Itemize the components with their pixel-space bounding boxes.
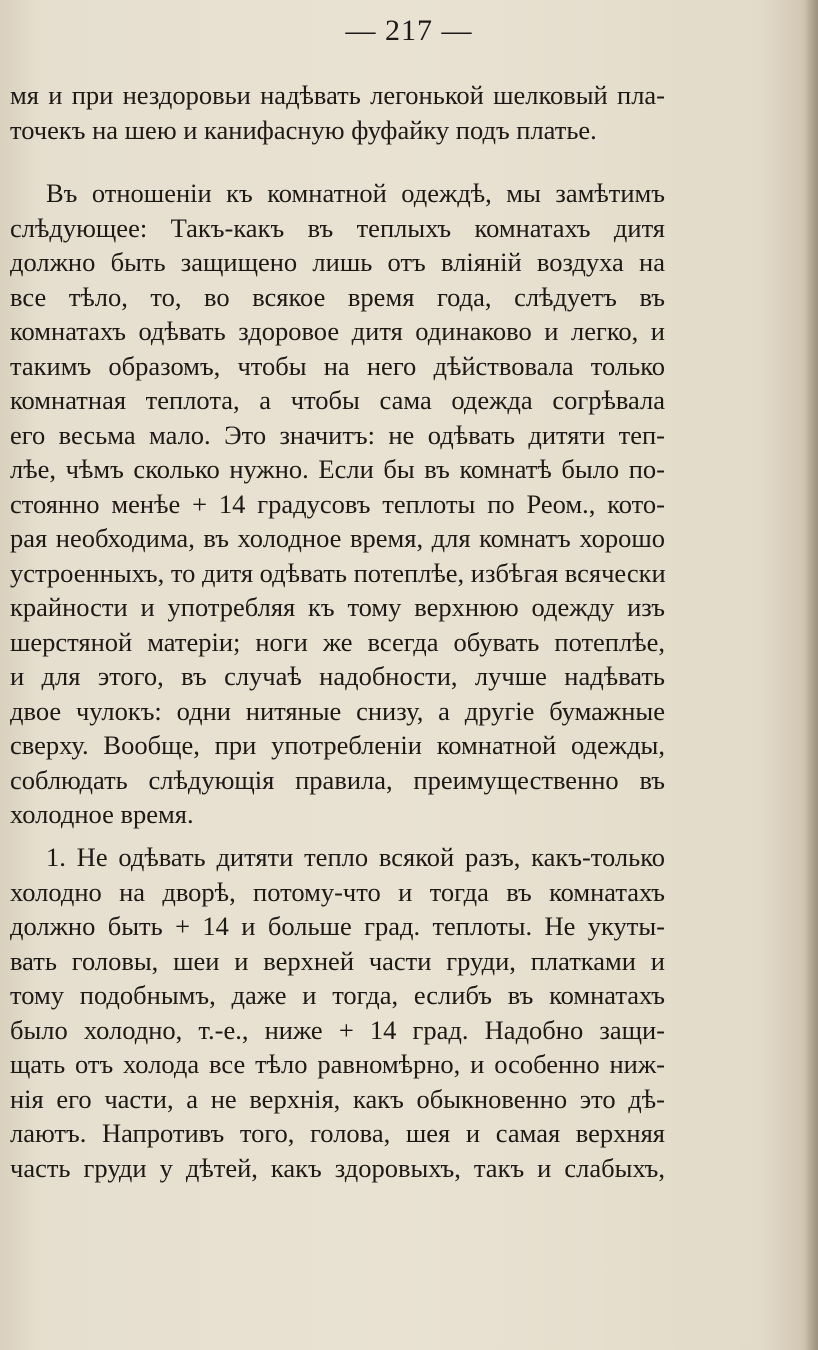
text-line: его весьма мало. Это значитъ: не одѣвать дитяти теп- xyxy=(10,419,665,450)
text-line: лаютъ. Напротивъ того, голова, шея и самая верхняя xyxy=(10,1118,665,1148)
text-line: сверху. Вообще, при употребленіи комнатной одежды, xyxy=(10,730,665,760)
text-line: нія его части, а не верхнія, какъ обыкновенно это дѣ- xyxy=(10,1083,665,1114)
text-line: холодно на дворѣ, потому-что и тогда въ комнатахъ xyxy=(10,876,665,907)
text-line: 1. Не одѣвать дитяти тепло всякой разъ, какъ-только xyxy=(46,842,665,872)
text-line: мя и при нездоровьи надѣвать легонькой шелковый пла- xyxy=(10,80,665,110)
text-line: комнатахъ одѣвать здоровое дитя одинаково и легко, и xyxy=(10,316,665,346)
text-line: точекъ на шею и канифасную фуфайку подъ платье. xyxy=(10,114,597,145)
text-line: крайности и употребляя къ тому верхнюю одежду изъ xyxy=(10,592,665,622)
text-line: лѣе, чѣмъ сколько нужно. Если бы въ комнатѣ было по- xyxy=(10,454,665,484)
text-line: вать головы, шеи и верхней части груди, платками и xyxy=(10,945,665,976)
text-line: соблюдать слѣдующія правила, преимущественно въ xyxy=(10,764,665,795)
paragraph-room-clothing xyxy=(10,176,665,832)
text-line: часть груди у дѣтей, какъ здоровыхъ, такъ и слабыхъ, xyxy=(10,1152,665,1183)
page-gutter-shadow xyxy=(804,0,818,1350)
text-line: щать отъ холода все тѣло равномѣрно, и особенно ниж- xyxy=(10,1049,665,1079)
text-line: должно быть защищено лишь отъ вліяній воздуха на xyxy=(10,247,665,277)
text-line: и для этого, въ случаѣ надобности, лучше надѣвать xyxy=(10,661,665,691)
text-line: Въ отношеніи къ комнатной одеждѣ, мы замѣтимъ xyxy=(46,178,665,208)
text-line: двое чулокъ: одни нитяные снизу, а другіе бумажные xyxy=(10,695,665,726)
text-line: устроенныхъ, то дитя одѣвать потеплѣе, избѣгая всячески xyxy=(10,557,666,588)
paragraph-continuation xyxy=(10,78,665,147)
text-line: комнатная теплота, а чтобы сама одежда согрѣвала xyxy=(10,385,665,415)
text-line: такимъ образомъ, чтобы на него дѣйствовала только xyxy=(10,350,665,381)
text-line: слѣдующее: Такъ-какъ въ теплыхъ комнатахъ дитя xyxy=(10,212,665,243)
paragraph-rule-1 xyxy=(10,840,665,1185)
page-number: — 217 — xyxy=(345,14,473,47)
text-line: рая необходима, въ холодное время, для комнатъ хорошо xyxy=(10,523,665,553)
text-line: тому подобнымъ, даже и тогда, еслибъ въ комнатахъ xyxy=(10,980,665,1010)
text-line: шерстяной матеріи; ноги же всегда обувать потеплѣе, xyxy=(10,626,665,657)
text-line: холодное время. xyxy=(10,799,194,829)
text-line: все тѣло, то, во всякое время года, слѣдуетъ въ xyxy=(10,281,665,312)
text-line: должно быть + 14 и больше град. теплоты. Не укуты- xyxy=(10,911,665,941)
text-line: стоянно менѣе + 14 градусовъ теплоты по Реом., кото- xyxy=(10,488,665,519)
text-line: было холодно, т.-е., ниже + 14 град. Надобно защи- xyxy=(10,1014,665,1045)
